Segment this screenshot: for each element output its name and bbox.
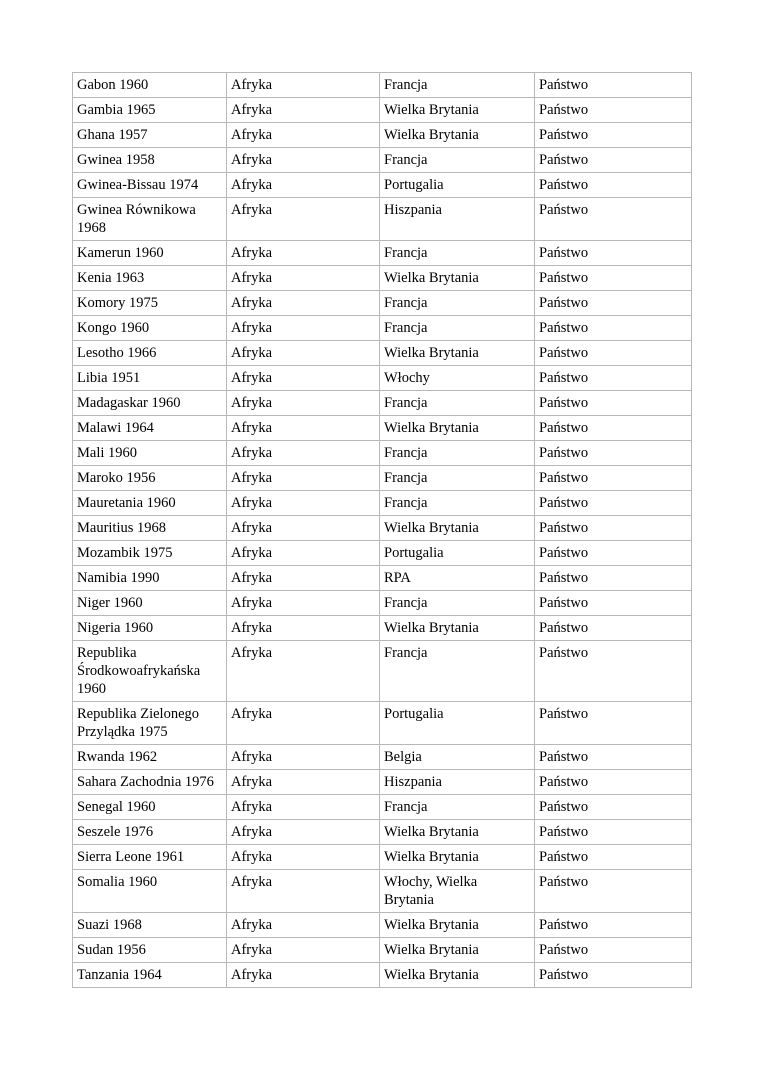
table-row [73, 148, 692, 173]
cell-colonizer: Wielka Brytania [380, 938, 535, 963]
cell-country: Suazi 1968 [73, 913, 227, 938]
cell-colonizer: Hiszpania [380, 770, 535, 795]
cell-continent: Afryka [227, 541, 380, 566]
cell-colonizer: Belgia [380, 745, 535, 770]
cell-colonizer: Włochy [380, 366, 535, 391]
cell-continent: Afryka [227, 938, 380, 963]
cell-continent: Afryka [227, 341, 380, 366]
table-row [73, 795, 692, 820]
cell-country: Mali 1960 [73, 441, 227, 466]
cell-continent: Afryka [227, 820, 380, 845]
cell-continent: Afryka [227, 316, 380, 341]
table-row [73, 616, 692, 641]
cell-type: Państwo [535, 795, 692, 820]
cell-country: Malawi 1964 [73, 416, 227, 441]
cell-colonizer: Francja [380, 73, 535, 98]
cell-type: Państwo [535, 963, 692, 988]
cell-colonizer: Portugalia [380, 173, 535, 198]
cell-country: Gwinea-Bissau 1974 [73, 173, 227, 198]
cell-colonizer: Francja [380, 441, 535, 466]
cell-colonizer: Francja [380, 466, 535, 491]
table-row [73, 820, 692, 845]
table-row [73, 98, 692, 123]
table-row [73, 173, 692, 198]
cell-continent: Afryka [227, 870, 380, 913]
cell-country: Kongo 1960 [73, 316, 227, 341]
cell-type: Państwo [535, 566, 692, 591]
table-row [73, 466, 692, 491]
cell-country: Libia 1951 [73, 366, 227, 391]
table-row [73, 745, 692, 770]
table-row [73, 416, 692, 441]
cell-colonizer: Francja [380, 241, 535, 266]
cell-type: Państwo [535, 366, 692, 391]
cell-continent: Afryka [227, 745, 380, 770]
table-row [73, 291, 692, 316]
cell-continent: Afryka [227, 702, 380, 745]
cell-type: Państwo [535, 641, 692, 702]
table-row [73, 870, 692, 913]
cell-country: Somalia 1960 [73, 870, 227, 913]
table-row [73, 73, 692, 98]
table-row [73, 702, 692, 745]
cell-country: Kenia 1963 [73, 266, 227, 291]
cell-type: Państwo [535, 98, 692, 123]
cell-colonizer: Wielka Brytania [380, 123, 535, 148]
cell-type: Państwo [535, 241, 692, 266]
cell-continent: Afryka [227, 291, 380, 316]
table-row [73, 541, 692, 566]
cell-type: Państwo [535, 541, 692, 566]
cell-continent: Afryka [227, 123, 380, 148]
cell-colonizer: Francja [380, 591, 535, 616]
cell-country: Komory 1975 [73, 291, 227, 316]
cell-type: Państwo [535, 416, 692, 441]
table-row [73, 316, 692, 341]
cell-country: Maroko 1956 [73, 466, 227, 491]
cell-continent: Afryka [227, 641, 380, 702]
cell-type: Państwo [535, 148, 692, 173]
table-body [73, 73, 692, 988]
table-row [73, 491, 692, 516]
cell-type: Państwo [535, 820, 692, 845]
table-row [73, 123, 692, 148]
cell-colonizer: Francja [380, 148, 535, 173]
cell-continent: Afryka [227, 466, 380, 491]
cell-colonizer: Wielka Brytania [380, 341, 535, 366]
cell-country: Rwanda 1962 [73, 745, 227, 770]
table-row [73, 591, 692, 616]
cell-colonizer: Wielka Brytania [380, 820, 535, 845]
cell-country: Republika Zielonego Przylądka 1975 [73, 702, 227, 745]
cell-colonizer: Wielka Brytania [380, 266, 535, 291]
cell-continent: Afryka [227, 98, 380, 123]
table-row [73, 845, 692, 870]
cell-colonizer: Wielka Brytania [380, 963, 535, 988]
cell-country: Gwinea Równikowa 1968 [73, 198, 227, 241]
cell-country: Gabon 1960 [73, 73, 227, 98]
cell-colonizer: Wielka Brytania [380, 98, 535, 123]
cell-continent: Afryka [227, 441, 380, 466]
cell-continent: Afryka [227, 845, 380, 870]
cell-continent: Afryka [227, 173, 380, 198]
cell-colonizer: Wielka Brytania [380, 845, 535, 870]
cell-colonizer: Hiszpania [380, 198, 535, 241]
cell-country: Republika Środkowoafrykańska 1960 [73, 641, 227, 702]
cell-type: Państwo [535, 441, 692, 466]
cell-type: Państwo [535, 770, 692, 795]
cell-type: Państwo [535, 845, 692, 870]
cell-continent: Afryka [227, 491, 380, 516]
table-row [73, 366, 692, 391]
cell-type: Państwo [535, 198, 692, 241]
cell-type: Państwo [535, 316, 692, 341]
cell-colonizer: Francja [380, 316, 535, 341]
cell-continent: Afryka [227, 516, 380, 541]
table-row [73, 391, 692, 416]
table-row [73, 441, 692, 466]
cell-type: Państwo [535, 491, 692, 516]
cell-colonizer: Francja [380, 291, 535, 316]
cell-type: Państwo [535, 341, 692, 366]
table-row [73, 198, 692, 241]
cell-type: Państwo [535, 173, 692, 198]
cell-colonizer: Włochy, Wielka Brytania [380, 870, 535, 913]
cell-colonizer: Wielka Brytania [380, 616, 535, 641]
cell-continent: Afryka [227, 148, 380, 173]
table-row [73, 641, 692, 702]
table-row [73, 770, 692, 795]
table-row [73, 566, 692, 591]
table-row [73, 516, 692, 541]
cell-country: Sahara Zachodnia 1976 [73, 770, 227, 795]
cell-colonizer: Wielka Brytania [380, 416, 535, 441]
cell-country: Lesotho 1966 [73, 341, 227, 366]
cell-country: Gambia 1965 [73, 98, 227, 123]
cell-country: Kamerun 1960 [73, 241, 227, 266]
cell-colonizer: Francja [380, 491, 535, 516]
cell-type: Państwo [535, 73, 692, 98]
cell-type: Państwo [535, 870, 692, 913]
table-row [73, 938, 692, 963]
cell-colonizer: Wielka Brytania [380, 913, 535, 938]
cell-type: Państwo [535, 745, 692, 770]
cell-colonizer: RPA [380, 566, 535, 591]
cell-colonizer: Francja [380, 641, 535, 702]
cell-country: Gwinea 1958 [73, 148, 227, 173]
cell-type: Państwo [535, 291, 692, 316]
cell-type: Państwo [535, 591, 692, 616]
cell-country: Nigeria 1960 [73, 616, 227, 641]
cell-type: Państwo [535, 466, 692, 491]
cell-continent: Afryka [227, 795, 380, 820]
cell-type: Państwo [535, 702, 692, 745]
cell-country: Namibia 1990 [73, 566, 227, 591]
cell-colonizer: Wielka Brytania [380, 516, 535, 541]
cell-continent: Afryka [227, 266, 380, 291]
cell-country: Seszele 1976 [73, 820, 227, 845]
cell-continent: Afryka [227, 616, 380, 641]
table-row [73, 341, 692, 366]
cell-continent: Afryka [227, 591, 380, 616]
cell-country: Mauretania 1960 [73, 491, 227, 516]
cell-country: Tanzania 1964 [73, 963, 227, 988]
cell-continent: Afryka [227, 416, 380, 441]
cell-continent: Afryka [227, 770, 380, 795]
cell-type: Państwo [535, 913, 692, 938]
cell-continent: Afryka [227, 198, 380, 241]
table-row [73, 963, 692, 988]
cell-continent: Afryka [227, 241, 380, 266]
cell-country: Sudan 1956 [73, 938, 227, 963]
cell-continent: Afryka [227, 566, 380, 591]
table-row [73, 266, 692, 291]
cell-country: Mauritius 1968 [73, 516, 227, 541]
cell-continent: Afryka [227, 366, 380, 391]
cell-colonizer: Francja [380, 391, 535, 416]
table-row [73, 241, 692, 266]
cell-continent: Afryka [227, 391, 380, 416]
cell-type: Państwo [535, 938, 692, 963]
cell-country: Ghana 1957 [73, 123, 227, 148]
cell-type: Państwo [535, 266, 692, 291]
cell-country: Senegal 1960 [73, 795, 227, 820]
cell-continent: Afryka [227, 963, 380, 988]
cell-country: Niger 1960 [73, 591, 227, 616]
cell-type: Państwo [535, 616, 692, 641]
cell-colonizer: Francja [380, 795, 535, 820]
cell-continent: Afryka [227, 913, 380, 938]
cell-country: Mozambik 1975 [73, 541, 227, 566]
countries-table [72, 72, 692, 988]
cell-type: Państwo [535, 391, 692, 416]
cell-continent: Afryka [227, 73, 380, 98]
cell-colonizer: Portugalia [380, 541, 535, 566]
cell-country: Sierra Leone 1961 [73, 845, 227, 870]
cell-type: Państwo [535, 123, 692, 148]
cell-country: Madagaskar 1960 [73, 391, 227, 416]
cell-colonizer: Portugalia [380, 702, 535, 745]
table-row [73, 913, 692, 938]
cell-type: Państwo [535, 516, 692, 541]
